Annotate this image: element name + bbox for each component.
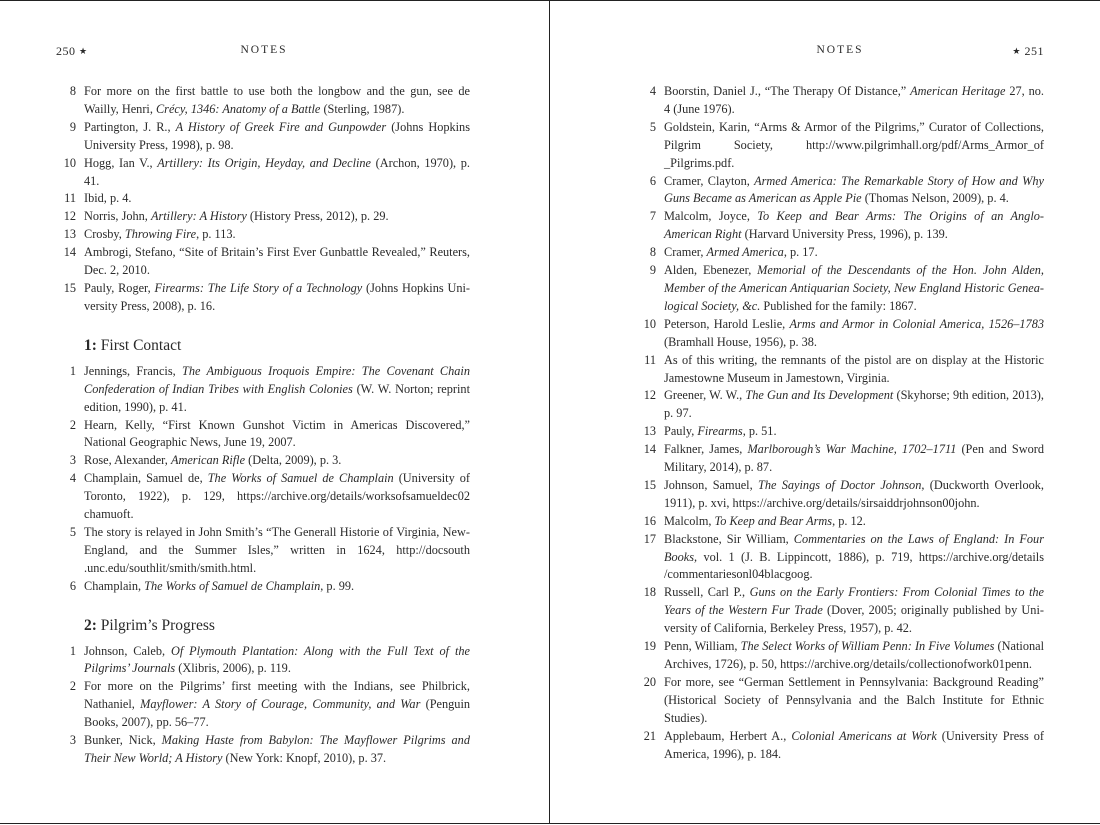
footnote-text	[84, 208, 470, 226]
citation-text: , p. 17.	[783, 245, 818, 260]
footnote-text	[664, 387, 1044, 423]
footnote-text	[84, 452, 470, 470]
footnote-text	[84, 280, 470, 316]
footnote-number: 9	[649, 263, 656, 278]
footnote-number: 1	[69, 643, 76, 658]
footnote-text	[664, 441, 1044, 477]
footnote-text	[664, 316, 1044, 352]
footnote-number: 11	[64, 191, 76, 206]
citation-text: Greener, W. W.,	[664, 388, 746, 403]
citation-text: Jennings, Francis,	[84, 363, 182, 378]
footnote	[56, 578, 470, 596]
footnote	[636, 584, 1044, 638]
footnote	[56, 280, 470, 316]
citation-text: (New York: Knopf, 2010), p. 37.	[222, 751, 387, 765]
citation-text: Blackstone, Sir William,	[664, 531, 794, 546]
citation-title: The Works of Samuel de Champlain	[207, 471, 394, 486]
citation-text: Cramer,	[664, 245, 707, 260]
footnote-number: 2	[69, 679, 76, 694]
footnote-text	[664, 262, 1044, 316]
footnote-number: 1	[69, 363, 76, 378]
footnote-text	[664, 208, 1044, 244]
citation-text: 27, no. 4 (June 1976).	[664, 84, 1045, 116]
footnote-text	[84, 363, 470, 417]
footnote	[56, 470, 470, 524]
footnote	[636, 173, 1044, 209]
footnote-number: 12	[643, 388, 656, 403]
citation-title: Armed America: The Remarkable Story of How and Why Guns Became as American as Apple Pie	[664, 173, 1044, 206]
citation-title: American Heritage	[910, 84, 1006, 98]
citation-title: Artillery: Its Origin, Heyday, and Decline	[157, 155, 372, 170]
citation-title: The Sayings of Doctor Johnson,	[757, 477, 925, 492]
footnote	[56, 643, 470, 679]
chapter-number: 1:	[84, 336, 97, 354]
citation-text: (National Archives, 1726), p. 50, https://archive.org/details/collectionofwork​01penn.	[664, 639, 1044, 671]
footnote	[636, 208, 1044, 244]
footnote	[636, 423, 1044, 441]
footnote-text	[84, 417, 470, 453]
citation-text: Goldstein, Karin, “Arms & Armor of the Pilgrims,” Curator of Collections, Pilgrim Society, http://www.pilgrimhall.org/pdf/Arms_Armor_of​_Pilgrims.pdf.	[664, 119, 1044, 170]
footnote-text	[664, 531, 1044, 585]
citation-text: The story is relayed in John Smith’s “The Generall Historie of Virginia, New-England, and the Summer Isles,” written in 1624, http://docsouth​.unc.edu/southlit/smith/smith.html.	[84, 524, 470, 575]
footnote-text	[664, 674, 1044, 728]
citation-text: Ambrogi, Stefano, “Site of Britain’s First Ever Gunbattle Revealed,” Reuters, Dec. 2, 2010.	[84, 245, 470, 278]
footnote-text	[664, 173, 1044, 209]
citation-text: (Johns Hopkins University Press, 2008), p. 16.	[84, 280, 470, 313]
chapter-title: First Contact	[96, 336, 182, 354]
citation-title: Crécy, 1346: Anatomy of a Battle	[155, 101, 321, 116]
footnote	[636, 119, 1044, 173]
footnote-text	[664, 83, 1044, 119]
citation-title: The Select Works of William Penn: In Five Volumes	[740, 639, 995, 654]
footnote-number: 10	[643, 316, 656, 331]
citation-text: (Duckworth Overlook, 1911), p. xvi, https://archive.org/details/sirsaiddrjohnson00john.	[664, 477, 1044, 510]
footnote	[56, 155, 470, 191]
citation-text: Malcolm,	[664, 513, 715, 528]
citation-text: (University Press of America, 1996), p. 184.	[664, 728, 1044, 761]
page-number: ★ 251	[1012, 44, 1044, 58]
footnote	[636, 316, 1044, 352]
citation-title: Firearms: The Life Story of a Technology	[154, 280, 363, 295]
citation-text: Johnson, Caleb,	[84, 643, 171, 658]
citation-text: (Archon, 1970), p. 41.	[84, 155, 470, 188]
footnote-text	[84, 578, 470, 596]
footnote	[636, 441, 1044, 477]
chapter-number: 2:	[84, 616, 97, 634]
footnote-text	[664, 352, 1044, 388]
citation-text: For more on the first battle to use both the longbow and the gun, see de Wailly, Henri,	[84, 84, 470, 116]
citation-text: Falkner, James,	[664, 442, 748, 457]
footnote-number: 2	[69, 417, 76, 432]
footnote-text	[84, 678, 470, 732]
footnote-text	[664, 638, 1044, 674]
citation-title: Making Haste from Babylon: The Mayflower Pilgrims and Their New World; A History	[84, 733, 470, 765]
citation-text: Applebaum, Herbert A.,	[664, 728, 792, 743]
footnote-text	[664, 728, 1044, 764]
footnote	[636, 262, 1044, 316]
page-number: 250 ★	[56, 44, 88, 58]
footnote-number: 14	[63, 245, 76, 260]
citation-title: Armed America	[706, 245, 784, 260]
citation-title: Guns on the Early Frontiers: From Colonial Times to the Years of the Western Fur Trade	[664, 585, 1044, 618]
citation-text: (University of Toronto, 1922), p. 129, https://archive.org/details/worksofsamueldec02​chamuoft.	[84, 471, 470, 522]
notes-list	[636, 83, 1044, 763]
footnote	[636, 352, 1044, 388]
citation-text: , p. 113.	[196, 227, 236, 242]
citation-text: Champlain,	[84, 578, 145, 593]
footnote-text	[664, 244, 1044, 262]
citation-text: (Johns Hopkins University Press, 1998), p. 98.	[84, 119, 470, 152]
citation-title: Mayflower: A Story of Courage, Community, and War	[140, 697, 421, 712]
footnote-number: 21	[643, 728, 656, 743]
right-page-header	[636, 44, 1044, 60]
footnote	[56, 226, 470, 244]
footnote-number: 3	[69, 453, 76, 468]
footnote	[56, 119, 470, 155]
footnote-number: 14	[643, 442, 656, 457]
footnote-number: 11	[644, 352, 656, 367]
footnote-number: 5	[649, 119, 656, 134]
footnote	[56, 208, 470, 226]
footnote	[636, 638, 1044, 674]
citation-text: Published for the family: 1867.	[760, 298, 917, 313]
footnote-text	[84, 732, 470, 768]
footnote	[636, 83, 1044, 119]
citation-text: (Delta, 2009), p. 3.	[245, 453, 342, 468]
footnote-text	[84, 643, 470, 679]
footnote-text	[664, 584, 1044, 638]
citation-text: (History Press, 2012), p. 29.	[246, 209, 389, 224]
citation-title: American Rifle	[170, 453, 246, 468]
citation-title: Commentaries on the Laws of England: In Four Books,	[664, 531, 1044, 564]
citation-text: , p. 51.	[742, 424, 777, 439]
footnote-number: 5	[69, 524, 76, 539]
citation-text: , p. 99.	[320, 578, 355, 593]
citation-text: (W. W. Norton; reprint edition, 1990), p. 41.	[84, 381, 470, 414]
citation-title: Of Plymouth Plantation: Along with the Full Text of the Pilgrims’ Journals	[84, 643, 470, 676]
citation-text: Champlain, Samuel de,	[84, 471, 208, 486]
chapter-heading	[84, 336, 470, 356]
citation-title: Marlborough’s War Machine, 1702–1711	[747, 442, 957, 457]
footnote	[56, 190, 470, 208]
citation-text: (Sterling, 1987).	[320, 101, 405, 116]
footnote-number: 4	[69, 471, 76, 486]
footnote	[56, 244, 470, 280]
footnote-number: 6	[649, 173, 656, 188]
citation-text: Boorstin, Daniel J., “The Therapy Of Distance,”	[664, 84, 911, 98]
citation-title: Firearms	[697, 424, 743, 439]
citation-title: Arms and Armor in Colonial America, 1526–1783	[789, 316, 1044, 331]
citation-text: Malcolm, Joyce,	[664, 209, 758, 224]
footnote	[56, 524, 470, 578]
citation-title: To Keep and Bear Arms: The Origins of an Anglo-American Right	[664, 209, 1044, 242]
footnote-number: 6	[69, 578, 76, 593]
citation-text: Crosby,	[84, 227, 125, 242]
footnote	[56, 417, 470, 453]
citation-title: Colonial Americans at Work	[791, 728, 937, 743]
footnote-text	[664, 477, 1044, 513]
right-page	[549, 0, 1100, 824]
citation-title: A History of Greek Fire and Gunpowder	[175, 119, 387, 134]
citation-title: Memorial of the Descendants of the Hon. John Alden, Member of the American Antiquarian Society, New England Historic Genealogical Society, &c.	[664, 263, 1045, 313]
footnote	[56, 732, 470, 768]
citation-text: vol. 1 (J. B. Lippincott, 1886), p. 719, https://archive.org/details​/commentariesonl04blacgoog.	[664, 549, 1044, 582]
footnote-text	[84, 155, 470, 191]
footnote	[56, 678, 470, 732]
citation-text: Johnson, Samuel,	[664, 477, 758, 492]
footnote-text	[664, 119, 1044, 173]
footnote-text	[84, 83, 470, 119]
footnote-number: 3	[69, 733, 76, 748]
citation-text: As of this writing, the remnants of the pistol are on display at the Historic Jamestowne Museum in Jamestown, Virginia.	[664, 352, 1044, 385]
footnote-number: 13	[63, 227, 76, 242]
citation-text: (Penguin Books, 2007), pp. 56–77.	[84, 697, 471, 730]
footnote-text	[84, 470, 470, 524]
footnote-number: 8	[649, 245, 656, 260]
footnote-number: 17	[643, 531, 656, 546]
citation-text: Hearn, Kelly, “First Known Gunshot Victim in Americas Discovered,” National Geographic News, June 19, 2007.	[84, 417, 470, 450]
footnote-number: 9	[69, 119, 76, 134]
footnote-text	[84, 190, 470, 208]
citation-title: Throwing Fire	[124, 227, 197, 242]
footnote	[636, 674, 1044, 728]
citation-text: Pauly,	[664, 424, 698, 439]
citation-text: (Pen and Sword Military, 2014), p. 87.	[664, 442, 1045, 475]
footnote-number: 4	[649, 84, 656, 98]
footnote	[636, 244, 1044, 262]
citation-text: Bunker, Nick,	[84, 733, 162, 748]
citation-text: For more on the Pilgrims’ first meeting with the Indians, see Philbrick, Nathaniel,	[84, 679, 470, 712]
footnote-number: 8	[69, 84, 76, 98]
footnote-number: 18	[643, 585, 656, 600]
footnote-number: 10	[63, 155, 76, 170]
citation-text: For more, see “German Settlement in Pennsylvania: Background Reading” (Historical Society of Pennsylvania and the Balch Institute for Ethnic Studies).	[664, 674, 1044, 725]
footnote-number: 16	[643, 513, 656, 528]
footnote-number: 15	[63, 280, 76, 295]
citation-title: The Ambiguous Iroquois Empire: The Covenant Chain Confederation of Indian Tribes with English Colonies	[84, 363, 470, 396]
citation-text: (Harvard University Press, 1996), p. 139.	[741, 227, 948, 242]
footnote-number: 19	[643, 639, 656, 654]
notes-list	[56, 83, 470, 768]
footnote-text	[664, 423, 1044, 441]
citation-text: (Bramhall House, 1956), p. 38.	[664, 334, 818, 349]
footnote-number: 12	[63, 209, 76, 224]
footnote	[636, 387, 1044, 423]
citation-title: To Keep and Bear Arms	[714, 513, 833, 528]
citation-text: Ibid, p. 4.	[84, 191, 132, 206]
footnote-number: 20	[643, 674, 656, 689]
citation-title: Artillery: A History	[150, 209, 247, 224]
footnote-text	[84, 244, 470, 280]
footnote	[636, 531, 1044, 585]
citation-text: Russell, Carl P.,	[664, 585, 750, 600]
chapter-title: Pilgrim’s Progress	[96, 616, 215, 634]
running-head: NOTES	[816, 44, 864, 56]
footnote-text	[84, 226, 470, 244]
footnote-text	[664, 513, 1044, 531]
citation-text: Penn, William,	[664, 639, 741, 654]
footnote	[56, 83, 470, 119]
citation-text: (Dover, 2005; originally published by University of California, Berkeley Press, 1957), p. 42.	[664, 603, 1044, 636]
footnote	[636, 728, 1044, 764]
citation-title: The Works of Samuel de Champlain	[144, 578, 321, 593]
footnote-number: 7	[649, 209, 656, 224]
citation-text: Pauly, Roger,	[84, 280, 155, 295]
footnote	[56, 363, 470, 417]
citation-text: Norris, John,	[84, 209, 151, 224]
citation-text: Rose, Alexander,	[84, 453, 171, 468]
citation-text: Partington, J. R.,	[84, 119, 176, 134]
chapter-heading	[84, 616, 470, 636]
footnote	[636, 477, 1044, 513]
citation-text: (Skyhorse; 9th edition, 2013), p. 97.	[664, 388, 1044, 421]
citation-text: Hogg, Ian V.,	[84, 155, 158, 170]
footnote	[56, 452, 470, 470]
citation-text: (Thomas Nelson, 2009), p. 4.	[861, 191, 1009, 206]
citation-text: (Xlibris, 2006), p. 119.	[175, 661, 291, 676]
footnote	[636, 513, 1044, 531]
footnote-text	[84, 119, 470, 155]
citation-title: The Gun and Its Development	[745, 388, 894, 403]
citation-text: , p. 12.	[832, 513, 866, 528]
footnote-number: 15	[643, 477, 656, 492]
left-page-header	[56, 44, 472, 60]
citation-text: Alden, Ebenezer,	[664, 263, 758, 278]
footnote-number: 13	[643, 424, 656, 439]
running-head: NOTES	[240, 44, 288, 56]
citation-text: Peterson, Harold Leslie,	[664, 316, 790, 331]
footnote-text	[84, 524, 470, 578]
citation-text: Cramer, Clayton,	[664, 173, 755, 188]
